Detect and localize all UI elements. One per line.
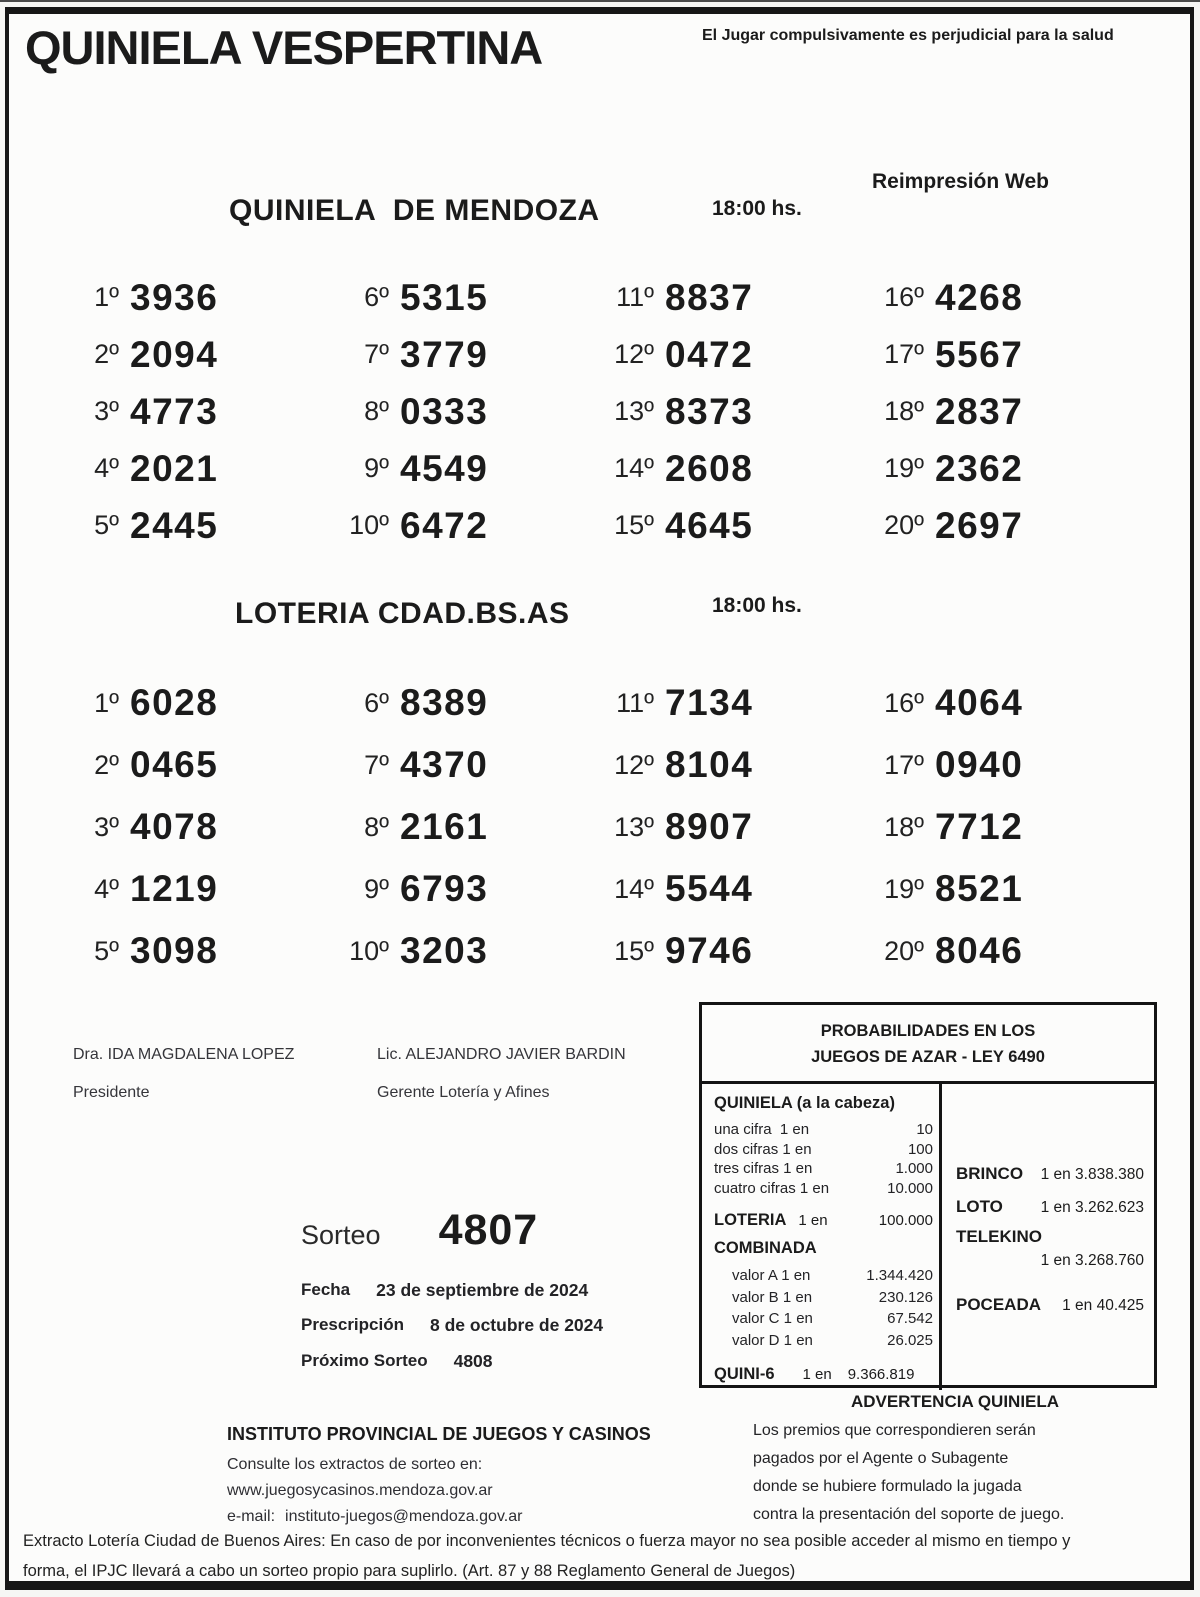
result-number: 3779	[400, 333, 489, 375]
result-position: 5º	[94, 510, 119, 540]
result-number: 0333	[400, 390, 489, 432]
brinco-label: BRINCO	[956, 1164, 1024, 1183]
result-cell	[866, 497, 1151, 554]
result-position: 1º	[94, 282, 119, 312]
result-cell	[61, 497, 331, 554]
result-position: 14º	[614, 453, 654, 483]
advertencia-title: ADVERTENCIA QUINIELA	[850, 1392, 1060, 1411]
result-cell	[596, 920, 866, 982]
result-cell	[331, 920, 596, 982]
top-hairline	[0, 0, 1200, 2]
draw-date-value: 23 de septiembre de 2024	[376, 1280, 589, 1300]
result-number: 3936	[130, 276, 219, 318]
result-number: 1219	[130, 868, 219, 909]
quini6-odds-mid: 1 en	[802, 1366, 832, 1383]
next-draw-value: 4808	[453, 1351, 493, 1371]
result-position: 19º	[884, 453, 924, 483]
result-cell	[596, 383, 866, 440]
odds-value: 1.344.420	[866, 1267, 933, 1284]
result-number: 0472	[665, 333, 754, 375]
result-number: 7712	[935, 806, 1024, 847]
draw-date-line	[301, 1280, 588, 1301]
result-position: 16º	[884, 282, 924, 312]
draw-prescription-label: Prescripción	[301, 1315, 404, 1334]
combinada-header: COMBINADA	[714, 1239, 817, 1257]
result-cell	[596, 796, 866, 858]
result-position: 5º	[94, 935, 119, 966]
result-position: 2º	[94, 749, 119, 780]
loto-value: 1 en 3.262.623	[1040, 1199, 1144, 1216]
result-position: 3º	[94, 396, 119, 426]
draw-date-label: Fecha	[301, 1280, 351, 1299]
draw-prescription-line	[301, 1315, 603, 1336]
odds-value: 26.025	[887, 1331, 933, 1349]
result-position: 8º	[364, 396, 389, 426]
result-cell	[596, 440, 866, 497]
result-position: 11º	[616, 282, 654, 312]
result-position: 17º	[884, 749, 924, 780]
result-cell	[866, 920, 1151, 982]
result-number: 5544	[665, 868, 754, 909]
odds-row	[714, 1140, 933, 1160]
result-position: 10º	[349, 510, 389, 540]
result-position: 8º	[364, 811, 389, 842]
quini6-odds-value: 9.366.819	[847, 1366, 915, 1383]
result-cell	[331, 796, 596, 858]
section-title-bsas: LOTERIA CDAD.BS.AS	[235, 597, 570, 630]
footer-line-2: forma, el IPJC llevará a cabo un sorteo propio para suplirlo. (Art. 87 y 88 Reglamento General de Juegos)	[23, 1562, 796, 1580]
result-number: 7134	[665, 682, 754, 723]
mendoza-draw-time: 18:00 hs.	[712, 197, 802, 220]
result-cell	[61, 796, 331, 858]
poceada-odds-row	[956, 1295, 1144, 1315]
poceada-label: POCEADA	[956, 1295, 1042, 1314]
result-cell	[61, 858, 331, 920]
instituto-website: www.juegosycasinos.mendoza.gov.ar	[227, 1482, 493, 1499]
result-cell	[331, 858, 596, 920]
result-number: 0940	[935, 744, 1024, 785]
result-position: 16º	[884, 687, 924, 718]
result-number: 2021	[130, 447, 219, 489]
loteria-odds-label: LOTERIA	[714, 1211, 787, 1229]
result-cell	[61, 383, 331, 440]
result-position: 11º	[616, 687, 654, 718]
probabilities-left-panel	[702, 1084, 942, 1390]
advertencia-line: Los premios que correspondieren serán	[753, 1422, 1036, 1439]
result-position: 6º	[364, 687, 389, 718]
result-position: 7º	[364, 749, 389, 780]
result-number: 3098	[130, 930, 219, 971]
odds-label: valor B 1 en	[732, 1288, 813, 1306]
result-position: 14º	[614, 873, 654, 904]
odds-label: valor C 1 en	[732, 1310, 813, 1327]
result-number: 4370	[400, 744, 489, 785]
loteria-odds-value: 100.000	[878, 1212, 933, 1229]
result-number: 3203	[400, 930, 489, 971]
result-cell	[331, 440, 596, 497]
draw-number-line	[301, 1206, 538, 1255]
result-cell	[61, 672, 331, 734]
result-cell	[331, 672, 596, 734]
result-cell	[596, 497, 866, 554]
result-position: 20º	[884, 935, 924, 966]
probabilities-title-line2: JUEGOS DE AZAR - LEY 6490	[811, 1048, 1045, 1066]
instituto-email-line	[227, 1504, 651, 1530]
result-position: 15º	[614, 510, 654, 540]
result-position: 3º	[94, 811, 119, 842]
result-cell	[331, 326, 596, 383]
draw-number-value: 4807	[438, 1206, 539, 1254]
next-draw-line	[301, 1351, 493, 1372]
official-president-role: Presidente	[73, 1084, 150, 1101]
result-position: 1º	[94, 687, 119, 718]
advertencia-line: contra la presentación del soporte de juego.	[753, 1506, 1065, 1523]
odds-row	[714, 1120, 933, 1140]
result-cell	[596, 672, 866, 734]
result-position: 18º	[884, 811, 924, 842]
result-position: 18º	[884, 396, 924, 426]
odds-row	[714, 1309, 933, 1329]
result-number: 6472	[400, 504, 489, 546]
result-cell	[866, 796, 1151, 858]
result-cell	[866, 269, 1151, 326]
result-cell	[866, 383, 1151, 440]
mendoza-results-grid	[61, 269, 1151, 554]
odds-value: 230.126	[878, 1288, 933, 1306]
section-title-mendoza: QUINIELA DE MENDOZA	[229, 194, 600, 227]
result-position: 9º	[364, 453, 389, 483]
result-position: 10º	[349, 935, 389, 966]
advertencia-line: pagados por el Agente o Subagente	[753, 1450, 1009, 1467]
probabilities-right-panel	[942, 1084, 1154, 1390]
telekino-label: TELEKINO	[956, 1227, 1042, 1246]
result-number: 4549	[400, 447, 489, 489]
result-cell	[866, 734, 1151, 796]
result-number: 2445	[130, 504, 219, 546]
result-position: 7º	[364, 339, 389, 369]
draw-prescription-value: 8 de octubre de 2024	[430, 1315, 604, 1335]
telekino-odds-row	[956, 1227, 1144, 1270]
odds-row	[714, 1179, 933, 1199]
official-president-name: Dra. IDA MAGDALENA LOPEZ	[73, 1046, 295, 1063]
result-number: 2697	[935, 504, 1024, 546]
result-number: 5315	[400, 276, 489, 318]
result-number: 5567	[935, 333, 1024, 375]
result-position: 13º	[614, 396, 654, 426]
instituto-block	[227, 1424, 651, 1530]
odds-label: valor A 1 en	[732, 1267, 811, 1284]
probabilities-title-line1: PROBABILIDADES EN LOS	[820, 1022, 1036, 1040]
result-cell	[596, 734, 866, 796]
page-title: QUINIELA VESPERTINA	[25, 21, 543, 74]
official-manager-name: Lic. ALEJANDRO JAVIER BARDIN	[377, 1046, 626, 1063]
telekino-value: 1 en 3.268.760	[1040, 1252, 1144, 1269]
quini6-odds-row	[714, 1365, 933, 1384]
result-cell	[866, 858, 1151, 920]
result-number: 2161	[400, 806, 489, 847]
result-number: 4773	[130, 390, 219, 432]
result-number: 2362	[935, 447, 1024, 489]
odds-value: 1.000	[895, 1160, 933, 1177]
result-number: 2094	[130, 333, 219, 375]
result-cell	[331, 497, 596, 554]
loto-odds-row	[956, 1197, 1144, 1217]
loteria-odds-row	[714, 1211, 933, 1230]
result-cell	[61, 734, 331, 796]
result-cell	[61, 920, 331, 982]
result-number: 9746	[665, 930, 754, 971]
result-number: 8837	[665, 276, 754, 318]
result-number: 8389	[400, 682, 489, 723]
odds-row	[714, 1288, 933, 1308]
health-warning-text: El Jugar compulsivamente es perjudicial para la salud	[702, 27, 1114, 44]
odds-label: valor D 1 en	[732, 1331, 813, 1349]
result-position: 12º	[614, 339, 654, 369]
odds-label: una cifra 1 en	[714, 1121, 810, 1138]
loto-label: LOTO	[956, 1197, 1003, 1216]
odds-row	[714, 1266, 933, 1286]
result-number: 4064	[935, 682, 1024, 723]
result-cell	[866, 326, 1151, 383]
odds-label: tres cifras 1 en	[714, 1160, 813, 1177]
result-number: 2608	[665, 447, 754, 489]
loteria-odds-mid: 1 en	[798, 1212, 828, 1229]
bsas-draw-time: 18:00 hs.	[712, 594, 802, 617]
result-number: 4268	[935, 276, 1024, 318]
draw-number-label: Sorteo	[301, 1220, 381, 1250]
odds-row	[714, 1331, 933, 1351]
result-position: 4º	[94, 453, 119, 483]
quini6-odds-label: QUINI-6	[714, 1365, 775, 1383]
extract-sheet	[5, 7, 1194, 1590]
advertencia-line: donde se hubiere formulado la jugada	[753, 1478, 1022, 1495]
result-number: 6028	[130, 682, 219, 723]
result-position: 20º	[884, 510, 924, 540]
odds-value: 10	[916, 1121, 933, 1138]
result-cell	[331, 734, 596, 796]
probabilities-title	[702, 1005, 1154, 1084]
quiniela-odds-header: QUINIELA (a la cabeza)	[714, 1094, 895, 1112]
email-label: e-mail:	[227, 1508, 276, 1525]
result-position: 12º	[614, 749, 654, 780]
instituto-consulte-line: Consulte los extractos de sorteo en:	[227, 1456, 483, 1473]
result-position: 4º	[94, 873, 119, 904]
brinco-value: 1 en 3.838.380	[1040, 1166, 1144, 1183]
result-cell	[866, 440, 1151, 497]
result-cell	[866, 672, 1151, 734]
footer-line-1: Extracto Lotería Ciudad de Buenos Aires: En caso de por inconvenientes técnicos o fuerza mayor no sea posible acceder al mismo en tiempo y	[23, 1532, 1071, 1550]
result-position: 6º	[364, 282, 389, 312]
odds-row	[714, 1159, 933, 1179]
odds-label: cuatro cifras 1 en	[714, 1179, 830, 1197]
odds-value: 100	[907, 1140, 933, 1158]
result-cell	[596, 269, 866, 326]
brinco-odds-row	[956, 1164, 1144, 1184]
result-number: 2837	[935, 390, 1024, 432]
result-number: 4645	[665, 504, 754, 546]
result-cell	[331, 383, 596, 440]
advertencia-block	[739, 1392, 1171, 1529]
odds-value: 67.542	[887, 1310, 933, 1327]
result-number: 8104	[665, 744, 754, 785]
reprint-label: Reimpresión Web	[872, 170, 1049, 193]
odds-label: dos cifras 1 en	[714, 1140, 812, 1158]
next-draw-label: Próximo Sorteo	[301, 1351, 428, 1370]
instituto-name: INSTITUTO PROVINCIAL DE JUEGOS Y CASINOS	[227, 1424, 651, 1444]
result-cell	[61, 440, 331, 497]
email-address: instituto-juegos@mendoza.gov.ar	[285, 1508, 523, 1525]
result-position: 13º	[614, 811, 654, 842]
result-cell	[331, 269, 596, 326]
official-manager-role: Gerente Lotería y Afines	[377, 1084, 550, 1101]
bsas-results-grid	[61, 672, 1151, 982]
result-cell	[596, 858, 866, 920]
result-number: 4078	[130, 806, 219, 847]
poceada-value: 1 en 40.425	[1062, 1297, 1144, 1314]
result-number: 8521	[935, 868, 1024, 909]
result-number: 8373	[665, 390, 754, 432]
result-number: 8907	[665, 806, 754, 847]
result-number: 0465	[130, 744, 219, 785]
result-position: 19º	[884, 873, 924, 904]
probabilities-body	[702, 1084, 1154, 1390]
probabilities-box	[699, 1002, 1157, 1388]
result-cell	[61, 326, 331, 383]
result-number: 8046	[935, 930, 1024, 971]
result-cell	[596, 326, 866, 383]
result-number: 6793	[400, 868, 489, 909]
result-position: 15º	[614, 935, 654, 966]
result-cell	[61, 269, 331, 326]
result-position: 17º	[884, 339, 924, 369]
result-position: 2º	[94, 339, 119, 369]
result-position: 9º	[364, 873, 389, 904]
odds-value: 10.000	[887, 1179, 933, 1197]
